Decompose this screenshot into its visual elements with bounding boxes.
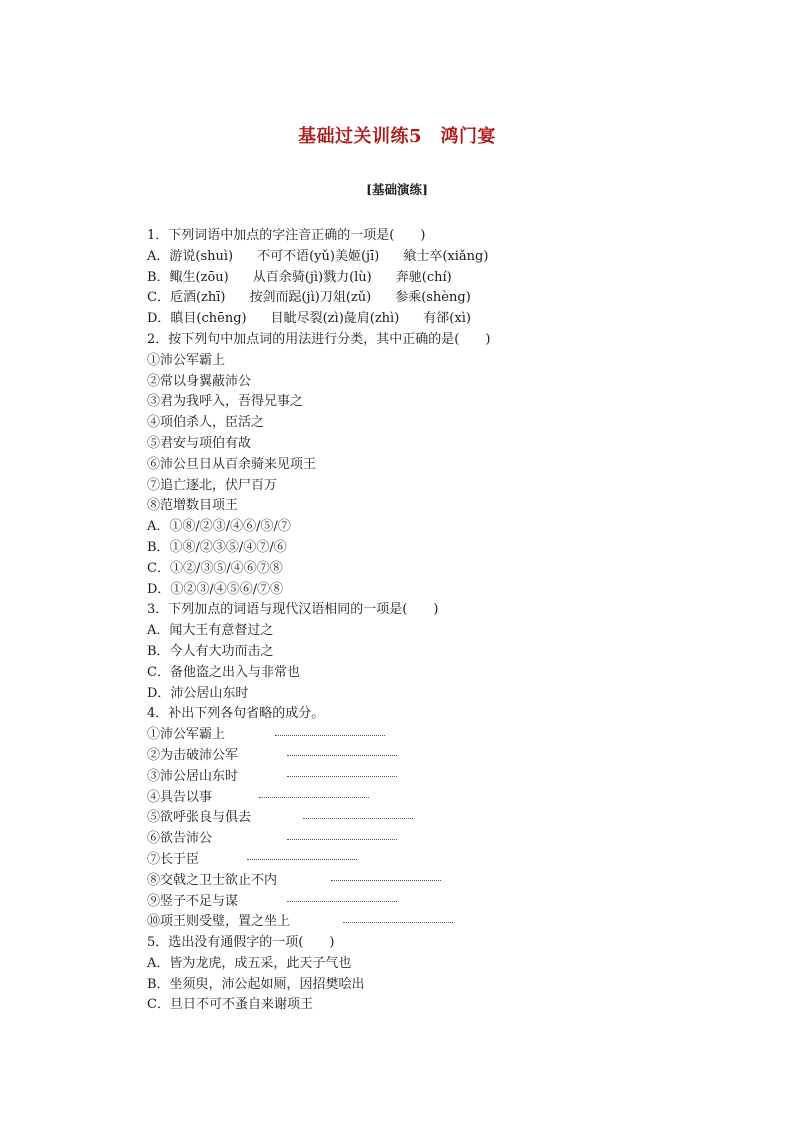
q1-b-part2: 从百余骑(jì)戮力(lù) [252,269,372,285]
q1-d-part1: D．瞋目(chēng) [147,311,247,327]
q4-item [147,912,707,933]
q4-item [147,746,707,767]
q1-a-part1: A．游说(shuì) [147,248,234,264]
answer-blank[interactable] [275,734,385,736]
q1-b-part3: 奔驰(chí) [395,269,452,285]
q4-item [147,725,707,746]
q4-item-text: ⑩项王则受璧，置之坐上 [147,914,291,930]
q2-option: A．①⑧/②③/④⑥/⑤/⑦ [147,519,291,535]
answer-blank[interactable] [343,921,453,923]
answer-blank[interactable] [287,775,397,777]
answer-blank[interactable] [287,838,397,840]
question-3-stem: 3．下列加点的词语与现代汉语相同的一项是( ) [147,602,439,618]
q2-item: ⑦追亡逐北，伏尸百万 [147,477,278,493]
section-heading: [基础演练] [366,182,428,197]
answer-blank[interactable] [259,796,369,798]
q1-option-b [147,268,707,289]
q2-item: ②常以身翼蔽沛公 [147,373,252,389]
page-title: 基础过关训练5 鸿门宴 [297,126,497,147]
q1-c-part1: C．卮酒(zhī) [147,290,226,306]
q4-item [147,829,707,850]
answer-blank[interactable] [331,879,441,881]
q4-item [147,808,707,829]
q1-option-c [147,288,707,309]
q2-item: ③君为我呼入，吾得兄事之 [147,394,304,410]
q3-option: A．闻大王有意督过之 [147,623,274,639]
q3-option: D．沛公居山东时 [147,685,249,701]
q1-d-part3: 有郤(xì) [423,311,471,327]
q2-item: ⑥沛公旦日从百余骑来见项王 [147,456,317,472]
q4-item-text: ①沛公军霸上 [147,727,226,743]
q2-item: ④项伯杀人，臣活之 [147,415,265,431]
q3-option: B．今人有大功而击之 [147,643,274,659]
q4-item-text: ⑥欲告沛公 [147,831,213,847]
q2-option: B．①⑧/②③⑤/④⑦/⑥ [147,539,287,555]
answer-blank[interactable] [287,754,397,756]
q3-option: C．备他盗之出入与非常也 [147,664,300,680]
q4-item [147,788,707,809]
q1-a-part3: 飨士卒(xiǎng) [403,248,489,264]
question-1-stem: 1．下列词语中加点的字注音正确的一项是( ) [147,228,426,243]
q4-item-text: ③沛公居山东时 [147,768,239,784]
q4-item [147,767,707,788]
q4-item-text: ②为击破沛公军 [147,747,239,763]
answer-blank[interactable] [303,817,413,819]
q4-item-text: ⑨竖子不足与谋 [147,893,239,909]
q2-item: ①沛公军霸上 [147,352,226,368]
q4-item [147,850,707,871]
q4-item-text: ⑧交戟之卫士欲止不内 [147,872,278,888]
q4-item-text: ⑤欲呼张良与俱去 [147,810,252,826]
q1-c-part2: 按剑而跽(jì)刀俎(zǔ) [249,290,372,306]
question-2-stem: 2．按下列句中加点词的用法进行分类，其中正确的是( ) [147,331,491,347]
question-4-stem: 4．补出下列各句省略的成分。 [147,706,325,722]
q5-option: B．坐须臾，沛公起如厕，因招樊哙出 [147,976,365,992]
question-content [147,226,707,1016]
q4-item [147,892,707,913]
q2-option: D．①②③/④⑤⑥/⑦⑧ [147,581,284,597]
answer-blank[interactable] [287,900,397,902]
q1-option-a [147,247,707,268]
q2-option: C．①②/③⑤/④⑥⑦⑧ [147,560,283,576]
q1-a-part2: 不可不语(yǔ)美姬(jī) [257,248,380,264]
q4-item-text: ⑦长于臣 [147,851,200,867]
q5-option: C．旦日不可不蚤自来谢项王 [147,997,313,1013]
q4-item-text: ④具告以事 [147,789,213,805]
question-5-stem: 5．选出没有通假字的一项( ) [147,935,335,951]
q2-item: ⑧范增数目项王 [147,498,239,514]
q5-option: A．皆为龙虎，成五采，此天子气也 [147,955,352,971]
q1-d-part2: 目眦尽裂(zì)彘肩(zhì) [270,311,400,327]
q1-b-part1: B．鲰生(zōu) [147,269,229,285]
q4-item [147,871,707,892]
q1-c-part3: 参乘(shèng) [395,290,471,306]
q1-option-d [147,309,707,330]
answer-blank[interactable] [247,858,357,860]
q2-item: ⑤君安与项伯有故 [147,435,252,451]
